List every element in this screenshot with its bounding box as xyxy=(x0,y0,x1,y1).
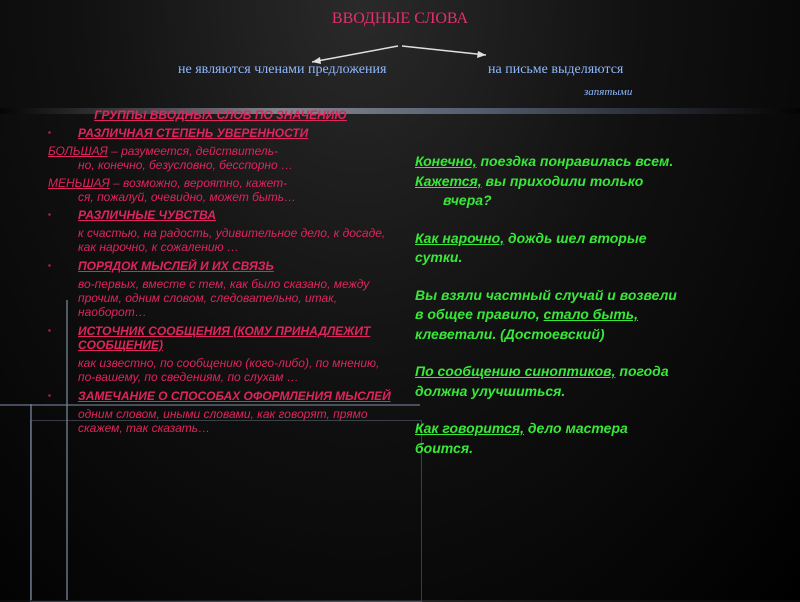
group-feelings: ▪ РАЗЛИЧНЫЕ ЧУВСТВА xyxy=(48,208,216,222)
subtitle-not-members: не являются членами предложения xyxy=(178,62,387,77)
group-order: ▪ ПОРЯДОК МЫСЛЕЙ И ИХ СВЯЗЬ xyxy=(48,259,274,273)
groups-panel xyxy=(48,108,393,440)
example-5: По сообщению синоптиков, погода должна улучшиться. xyxy=(415,363,669,399)
example-4: Вы взяли частный случай и возвели в общее правило, стало быть, клеветали. (Достоевский) xyxy=(415,286,677,342)
subtitle-commas: запятыми xyxy=(584,86,633,98)
source-words: как известно, по сообщению (кого-либо), по мнению, по-вашему, по сведениям, по слухам … xyxy=(78,356,380,384)
groups-heading: ГРУППЫ ВВОДНЫХ СЛОВ ПО ЗНАЧЕНИЮ xyxy=(94,108,347,122)
bullet-icon: ▪ xyxy=(48,391,51,400)
feelings-words: к счастью, на радость, удивительное дело, к досаде, как нарочно, к сожалению … xyxy=(78,226,386,254)
example-3: Как нарочно, дождь шел вторые сутки. xyxy=(415,229,647,265)
subtitle-separated: на письме выделяются xyxy=(488,62,624,77)
order-words: во-первых, вместе с тем, как было сказано, между прочим, одним словом, следовательно, итак, наоборот… xyxy=(78,277,370,319)
examples-panel xyxy=(415,152,775,476)
bullet-icon: ▪ xyxy=(48,326,51,335)
group-certainty: ▪ РАЗЛИЧНАЯ СТЕПЕНЬ УВЕРЕННОСТИ xyxy=(48,126,309,140)
certainty-small: МЕНЬШАЯ – возможно, вероятно, кажет- ся, пожалуй, очевидно, может быть… xyxy=(48,176,297,204)
bullet-icon: ▪ xyxy=(48,128,51,137)
certainty-big: БОЛЬШАЯ – разумеется, действитель- но, конечно, безусловно, бесспорно … xyxy=(48,144,294,172)
bullet-icon: ▪ xyxy=(48,210,51,219)
group-remarks: ▪ ЗАМЕЧАНИЕ О СПОСОБАХ ОФОРМЛЕНИЯ МЫСЛЕЙ xyxy=(48,389,391,403)
bullet-icon: ▪ xyxy=(48,261,51,270)
group-source: ▪ ИСТОЧНИК СООБЩЕНИЯ (КОМУ ПРИНАДЛЕЖИТ СООБЩЕНИЕ) xyxy=(48,324,371,352)
example-1: Конечно, поездка понравилась всем. xyxy=(415,153,674,169)
example-2: Кажется, вы приходили только вчера? xyxy=(415,172,644,208)
remarks-words: одним словом, иными словами, как говорят, прямо скажем, так сказать… xyxy=(78,407,368,435)
slide-title: ВВОДНЫЕ СЛОВА xyxy=(331,10,469,27)
example-6: Как говорится, дело мастера боится. xyxy=(415,420,628,456)
